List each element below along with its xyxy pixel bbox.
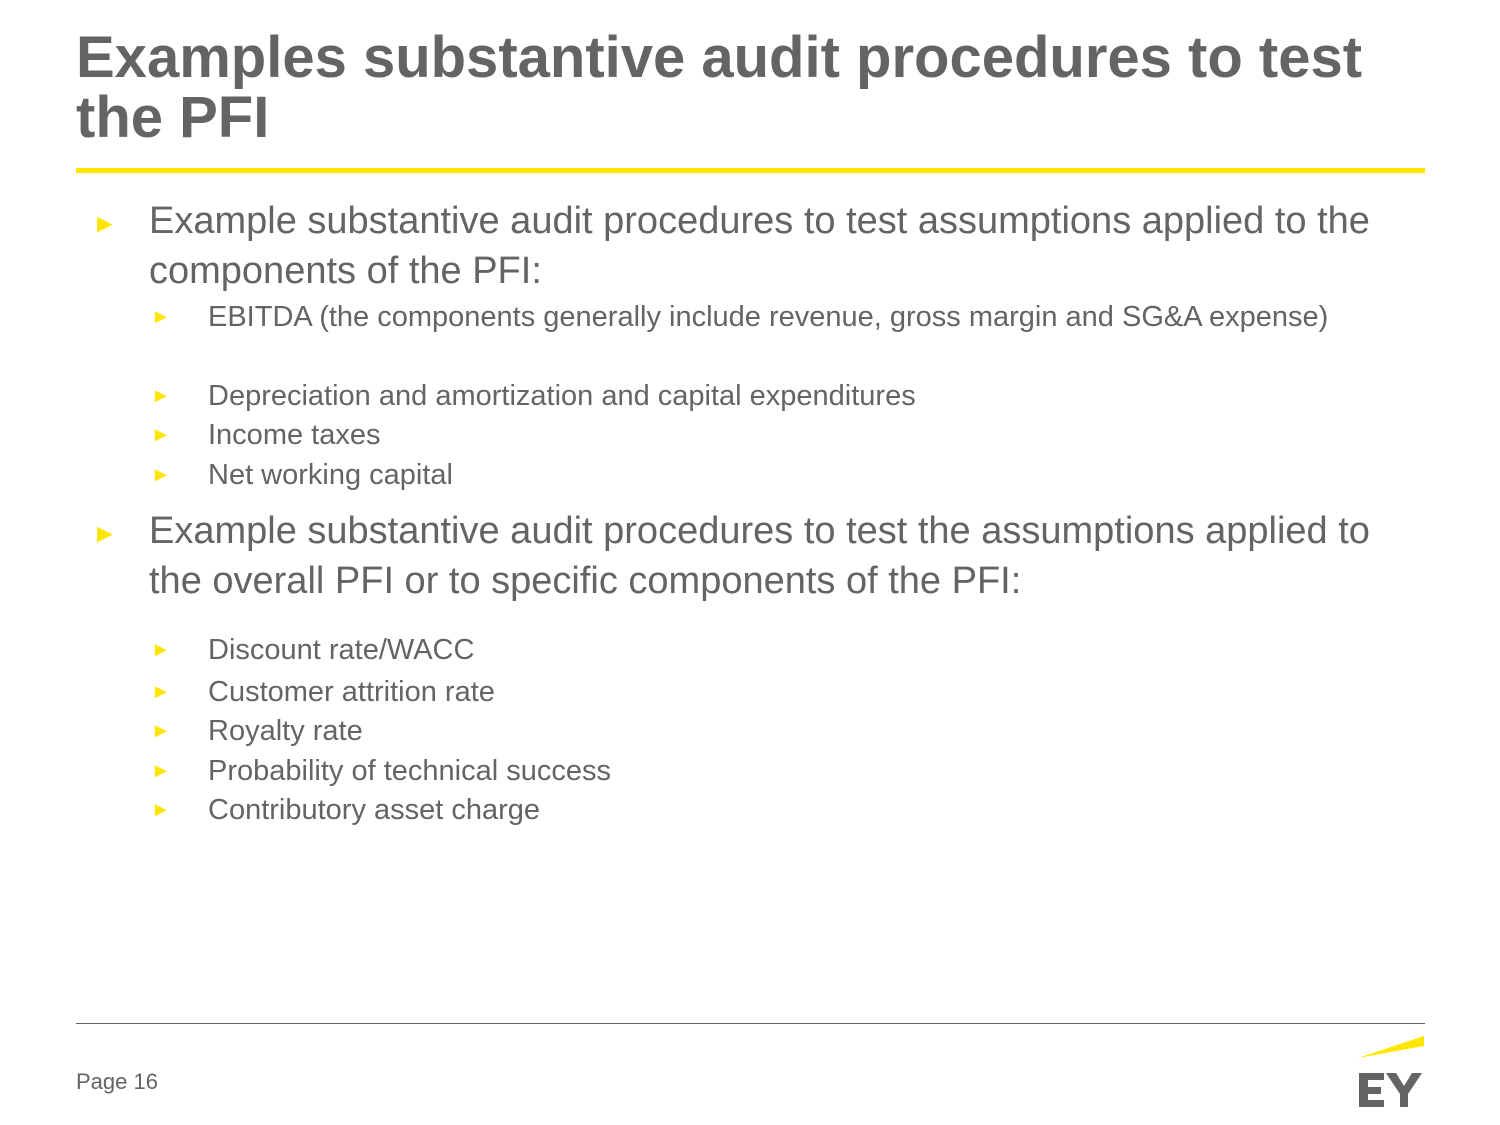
bullet-section-1-text: Example substantive audit procedures to test assumptions applied to the components of the PFI: — [149, 200, 1370, 292]
list-item-text: Depreciation and amortization and capital expenditures — [208, 380, 916, 412]
list-item-text: Probability of technical success — [208, 755, 611, 787]
bullet-arrow-icon: ► — [151, 639, 171, 661]
bullet-arrow-icon: ► — [151, 385, 171, 407]
ey-logo-icon — [1356, 1036, 1426, 1108]
bullet-arrow-icon: ► — [151, 464, 171, 486]
bullet-section-2-text: Example substantive audit procedures to test the assumptions applied to the overall PFI or to specific components of the PFI: — [149, 510, 1370, 602]
bullet-arrow-icon: ► — [151, 681, 171, 703]
list-item-text: EBITDA (the components generally include revenue, gross margin and SG&A expense) — [208, 301, 1329, 333]
list-item-text: Customer attrition rate — [208, 676, 495, 708]
bullet-arrow-icon: ► — [151, 799, 171, 821]
page-number: Page 16 — [76, 1069, 158, 1094]
list-item-text: Discount rate/WACC — [208, 634, 475, 666]
bullet-arrow-icon: ► — [92, 518, 118, 548]
bullet-arrow-icon: ► — [151, 424, 171, 446]
bullet-arrow-icon: ► — [151, 306, 171, 328]
list-item-text: Contributory asset charge — [208, 794, 541, 826]
list-item-text: Income taxes — [208, 419, 381, 451]
title-underline — [76, 168, 1425, 173]
page-title: Examples substantive audit procedures to test the PFI — [76, 25, 1363, 150]
list-item-text: Royalty rate — [208, 715, 363, 747]
bullet-arrow-icon: ► — [92, 208, 118, 238]
footer-divider — [76, 1023, 1425, 1024]
bullet-arrow-icon: ► — [151, 720, 171, 742]
list-item-text: Net working capital — [208, 459, 453, 491]
bullet-arrow-icon: ► — [151, 760, 171, 782]
